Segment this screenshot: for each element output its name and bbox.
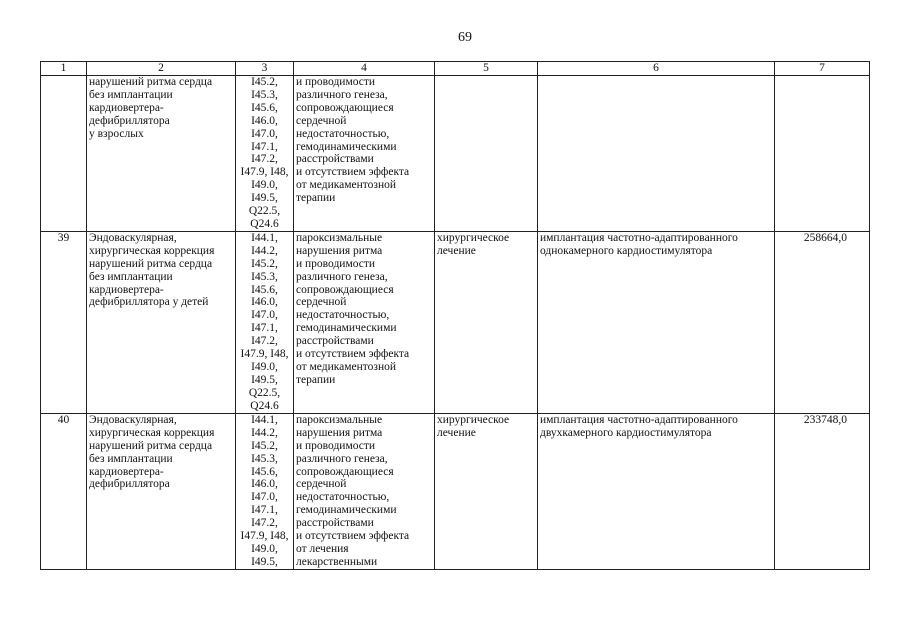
cell-line: I49.5, [251, 373, 278, 386]
cell-line: терапии [296, 373, 336, 386]
row-number: 39 [41, 231, 87, 413]
cell-line: без имплантации [89, 88, 173, 101]
cell-line: недостаточностью, [296, 491, 390, 504]
row-number [41, 76, 87, 232]
cell-line: гемодинамическими [296, 504, 397, 517]
header-row [41, 62, 870, 76]
cell-line: недостаточностью, [296, 127, 390, 140]
header-col-2: 2 [87, 62, 236, 76]
cell-line: I45.2, [251, 76, 278, 88]
cell-line: сопровождающиеся [296, 465, 394, 478]
cell-line: I49.0, [251, 360, 278, 373]
header-col-7: 7 [775, 62, 870, 76]
cell-line: расстройствами [296, 153, 374, 166]
cost-value: 258664,0 [775, 231, 870, 413]
cell-line: дефибриллятора у детей [89, 296, 209, 309]
table-row [41, 231, 870, 413]
cell-line: I45.3, [251, 452, 278, 465]
cell-line: нарушений ритма сердца [89, 439, 213, 452]
cell-line: I45.3, [251, 270, 278, 283]
cell-line: лечение [437, 426, 476, 439]
page-number: 69 [458, 30, 472, 45]
cell-line: I47.9, I48, [240, 348, 289, 361]
cell-line: I45.6, [251, 465, 278, 478]
cell-line: I44.1, [251, 231, 278, 244]
intervention-name [87, 76, 236, 232]
cell-line: хирургическое [437, 231, 510, 244]
header-col-6: 6 [538, 62, 775, 76]
cell-line: I44.2, [251, 244, 278, 257]
cell-line: сердечной [296, 478, 347, 491]
cell-line: I47.9, I48, [240, 530, 289, 543]
patient-model [294, 76, 435, 232]
cell-line: пароксизмальные [296, 413, 383, 426]
cell-line: пароксизмальные [296, 231, 383, 244]
cell-line: однокамерного кардиостимулятора [540, 244, 713, 257]
treatment-type [435, 76, 538, 232]
cell-line: нарушений ритма сердца [89, 257, 213, 270]
cell-line: без имплантации [89, 270, 173, 283]
cell-line: I47.0, [251, 309, 278, 322]
cell-line: недостаточностью, [296, 309, 390, 322]
treatment-type [435, 231, 538, 413]
cell-line: и проводимости [296, 257, 376, 270]
cell-line: I45.2, [251, 439, 278, 452]
cell-line: без имплантации [89, 452, 173, 465]
cell-line: дефибриллятора [89, 478, 170, 491]
cell-line: I46.0, [251, 296, 278, 309]
cost-value: 233748,0 [775, 413, 870, 569]
cell-line: имплантация частотно-адаптированного [540, 413, 738, 426]
cell-line: Q24.6 [250, 217, 279, 230]
header-col-3: 3 [236, 62, 294, 76]
cell-line: I47.2, [251, 153, 278, 166]
treatment-method [538, 413, 775, 569]
cell-line: и отсутствием эффекта [296, 530, 410, 543]
cell-line: Эндоваскулярная, [89, 231, 177, 244]
cell-line: у взрослых [89, 127, 144, 140]
cell-line: от лечения [296, 542, 349, 555]
header-col-1: 1 [41, 62, 87, 76]
cell-line: I47.9, I48, [240, 166, 289, 179]
cell-line: двухкамерного кардиостимулятора [540, 426, 712, 439]
patient-model [294, 231, 435, 413]
cell-line: различного генеза, [296, 452, 388, 465]
cell-line: расстройствами [296, 335, 374, 348]
cell-line: сердечной [296, 114, 347, 127]
cell-line: и отсутствием эффекта [296, 348, 410, 361]
icd-codes [236, 413, 294, 569]
cell-line: лечение [437, 244, 476, 257]
cell-line: кардиовертера- [89, 101, 164, 114]
table-row [41, 76, 870, 232]
cell-line: I46.0, [251, 114, 278, 127]
intervention-name [87, 413, 236, 569]
treatment-method [538, 76, 775, 232]
treatment-type [435, 413, 538, 569]
cell-line: I45.3, [251, 88, 278, 101]
cost-value [775, 76, 870, 232]
header-col-4: 4 [294, 62, 435, 76]
cell-line: сердечной [296, 296, 347, 309]
cell-line: расстройствами [296, 517, 374, 530]
cell-line: I49.0, [251, 542, 278, 555]
cell-line: хирургическое [437, 413, 510, 426]
cell-line: I45.6, [251, 283, 278, 296]
cell-line: Эндоваскулярная, [89, 413, 177, 426]
cell-line: хирургическая коррекция [89, 244, 215, 257]
cell-line: I47.2, [251, 335, 278, 348]
cell-line: I45.6, [251, 101, 278, 114]
cell-line: I47.2, [251, 517, 278, 530]
cell-line: и отсутствием эффекта [296, 166, 410, 179]
cell-line: дефибриллятора [89, 114, 170, 127]
cell-line: кардиовертера- [89, 465, 164, 478]
cell-line: Q22.5, [248, 386, 281, 399]
cell-line: и проводимости [296, 76, 376, 88]
cell-line: I44.2, [251, 426, 278, 439]
cell-line: хирургическая коррекция [89, 426, 215, 439]
icd-codes [236, 76, 294, 232]
intervention-name [87, 231, 236, 413]
cell-line: кардиовертера- [89, 283, 164, 296]
row-number: 40 [41, 413, 87, 569]
header-col-5: 5 [435, 62, 538, 76]
cell-line: от медикаментозной [296, 179, 397, 192]
cell-line: лекарственными [296, 555, 378, 568]
patient-model [294, 413, 435, 569]
cell-line: I47.0, [251, 127, 278, 140]
cell-line: нарушений ритма сердца [89, 76, 213, 88]
cell-line: сопровождающиеся [296, 283, 394, 296]
cell-line: от медикаментозной [296, 360, 397, 373]
cell-line: гемодинамическими [296, 140, 397, 153]
medical-care-table [40, 61, 870, 570]
cell-line: I47.1, [251, 504, 278, 517]
icd-codes [236, 231, 294, 413]
cell-line: I47.0, [251, 491, 278, 504]
cell-line: и проводимости [296, 439, 376, 452]
cell-line: различного генеза, [296, 270, 388, 283]
cell-line: I49.0, [251, 179, 278, 192]
cell-line: Q22.5, [248, 205, 281, 218]
cell-line: I49.5, [251, 192, 278, 205]
cell-line: гемодинамическими [296, 322, 397, 335]
cell-line: I49.5, [251, 555, 278, 568]
cell-line: различного генеза, [296, 88, 388, 101]
cell-line: Q24.6 [250, 399, 279, 412]
cell-line: терапии [296, 192, 336, 205]
table-row [41, 413, 870, 569]
cell-line: сопровождающиеся [296, 101, 394, 114]
treatment-method [538, 231, 775, 413]
cell-line: нарушения ритма [296, 426, 383, 439]
cell-line: I44.1, [251, 413, 278, 426]
cell-line: I46.0, [251, 478, 278, 491]
cell-line: нарушения ритма [296, 244, 383, 257]
cell-line: I45.2, [251, 257, 278, 270]
cell-line: I47.1, [251, 140, 278, 153]
cell-line: имплантация частотно-адаптированного [540, 231, 738, 244]
cell-line: I47.1, [251, 322, 278, 335]
